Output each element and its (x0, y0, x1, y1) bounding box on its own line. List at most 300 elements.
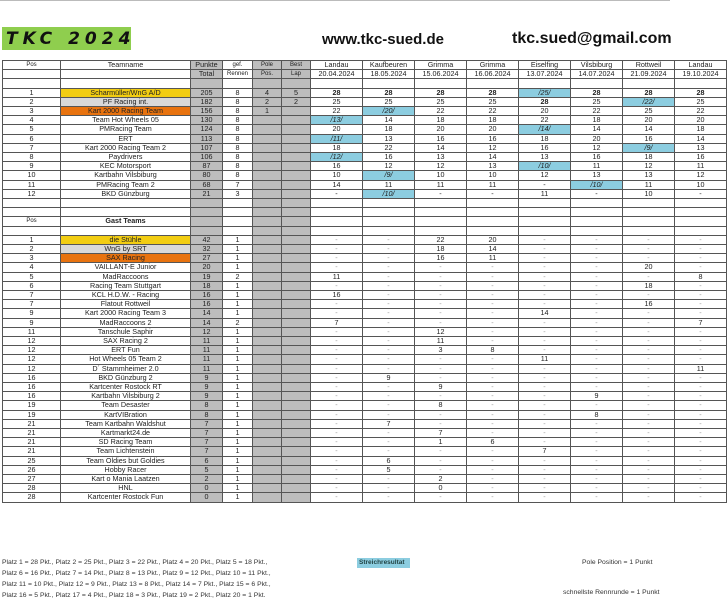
race-result: - (363, 447, 415, 456)
team-races-run: 1 (223, 465, 253, 474)
empty-cell (3, 199, 61, 208)
team-name: Team Kartbahn Waldshut (61, 419, 191, 428)
team-races-run: 1 (223, 254, 253, 263)
team-pos: 1 (3, 88, 61, 97)
race-result: - (363, 346, 415, 355)
team-pos: 21 (3, 429, 61, 438)
team-best-lap (282, 180, 311, 189)
race-result: - (675, 337, 727, 346)
race-result: - (363, 309, 415, 318)
team-name: die Stühle (61, 235, 191, 244)
race-result: - (467, 383, 519, 392)
race-result: /14/ (519, 125, 571, 134)
empty-cell (571, 226, 623, 235)
team-row (3, 88, 727, 97)
empty-cell (3, 208, 61, 217)
team-pole (253, 291, 282, 300)
col-best: Best (282, 61, 311, 70)
race-result: - (623, 410, 675, 419)
empty-cell (467, 199, 519, 208)
empty-cell (191, 217, 223, 226)
team-races-run: 1 (223, 337, 253, 346)
col-lap: Lap (282, 70, 311, 79)
team-pole (253, 162, 282, 171)
website-link[interactable]: www.tkc-sued.de (322, 31, 444, 48)
team-pos: 12 (3, 355, 61, 364)
race-result: - (623, 493, 675, 502)
race-date: 13.07.2024 (519, 70, 571, 79)
race-result: 12 (467, 143, 519, 152)
team-pos: 2 (3, 97, 61, 106)
team-name: Kartbahn Vilsbiburg 2 (61, 392, 191, 401)
race-result: 20 (415, 125, 467, 134)
team-best-lap (282, 300, 311, 309)
race-result: - (467, 263, 519, 272)
race-result: - (363, 300, 415, 309)
spacer-row (3, 79, 727, 88)
email-link[interactable]: tkc.sued@gmail.com (512, 30, 672, 47)
guest-team-row (3, 456, 727, 465)
race-result: - (467, 484, 519, 493)
empty-cell (61, 226, 191, 235)
team-pos: 6 (3, 134, 61, 143)
team-pos: 12 (3, 346, 61, 355)
team-pole (253, 171, 282, 180)
race-result: 20 (467, 235, 519, 244)
team-total: 7 (191, 429, 223, 438)
team-races-run: 7 (223, 180, 253, 189)
race-result: - (519, 364, 571, 373)
race-result: 20 (623, 263, 675, 272)
team-races-run: 8 (223, 153, 253, 162)
team-pos: 7 (3, 300, 61, 309)
empty-cell (311, 208, 363, 217)
race-result: - (363, 263, 415, 272)
team-best-lap (282, 291, 311, 300)
team-pos: 26 (3, 465, 61, 474)
team-pole (253, 447, 282, 456)
empty-cell (223, 79, 253, 88)
race-result: - (571, 383, 623, 392)
team-best-lap (282, 134, 311, 143)
race-result: /10/ (571, 180, 623, 189)
race-result: 2 (415, 475, 467, 484)
empty-cell (223, 199, 253, 208)
race-date: 15.06.2024 (415, 70, 467, 79)
race-result: - (675, 373, 727, 382)
race-result: - (675, 475, 727, 484)
race-result: 14 (415, 143, 467, 152)
empty-cell (675, 208, 727, 217)
race-result: 13 (623, 171, 675, 180)
team-pos: 9 (3, 162, 61, 171)
race-result: - (415, 456, 467, 465)
guest-team-row (3, 355, 727, 364)
race-result: - (363, 484, 415, 493)
team-races-run: 1 (223, 291, 253, 300)
race-result: 13 (467, 162, 519, 171)
team-best-lap (282, 281, 311, 290)
team-pos: 9 (3, 309, 61, 318)
header-row-2 (3, 70, 727, 79)
empty-cell (623, 199, 675, 208)
race-result: - (311, 300, 363, 309)
race-result: 12 (415, 327, 467, 336)
race-result: - (415, 291, 467, 300)
guest-team-row (3, 401, 727, 410)
race-result: 9 (363, 373, 415, 382)
race-result: 8 (467, 346, 519, 355)
team-pos: 11 (3, 180, 61, 189)
team-total: 6 (191, 456, 223, 465)
team-total: 11 (191, 364, 223, 373)
team-pos: 6 (3, 281, 61, 290)
race-result: /12/ (311, 153, 363, 162)
team-name: Kartmarkt24.de (61, 429, 191, 438)
race-result: - (623, 383, 675, 392)
team-pole (253, 373, 282, 382)
team-races-run: 8 (223, 125, 253, 134)
team-pole (253, 392, 282, 401)
race-result: 28 (415, 88, 467, 97)
col-pos: Pos (3, 61, 61, 70)
team-pole (253, 254, 282, 263)
team-races-run: 1 (223, 263, 253, 272)
team-name: Kart 2000 Racing Team (61, 107, 191, 116)
race-result: - (363, 235, 415, 244)
race-result: 8 (415, 401, 467, 410)
team-pole (253, 364, 282, 373)
team-best-lap (282, 153, 311, 162)
team-pos: 21 (3, 447, 61, 456)
team-pos: 7 (3, 143, 61, 152)
empty-cell (623, 217, 675, 226)
guest-team-row (3, 410, 727, 419)
race-result: 22 (415, 235, 467, 244)
empty-cell (571, 199, 623, 208)
race-place: Grimma (415, 61, 467, 70)
team-best-lap (282, 125, 311, 134)
race-result: 22 (415, 107, 467, 116)
race-result: - (519, 429, 571, 438)
race-result: - (311, 429, 363, 438)
empty-cell (623, 79, 675, 88)
team-name: PMRacing Team (61, 125, 191, 134)
points-scheme (2, 557, 271, 601)
race-result: - (311, 484, 363, 493)
race-result: - (415, 465, 467, 474)
team-total: 11 (191, 346, 223, 355)
team-name: SD Racing Team (61, 438, 191, 447)
race-result: - (467, 447, 519, 456)
empty-cell (282, 199, 311, 208)
race-result: - (311, 346, 363, 355)
empty-cell (415, 208, 467, 217)
race-result: /9/ (623, 143, 675, 152)
team-races-run: 1 (223, 419, 253, 428)
race-result: - (571, 318, 623, 327)
team-races-run: 8 (223, 97, 253, 106)
team-pole (253, 309, 282, 318)
race-result: - (519, 419, 571, 428)
race-result: - (363, 327, 415, 336)
team-best-lap (282, 447, 311, 456)
team-races-run: 1 (223, 235, 253, 244)
race-result: - (675, 263, 727, 272)
team-pole (253, 143, 282, 152)
team-total: 68 (191, 180, 223, 189)
race-result: - (467, 364, 519, 373)
team-races-run: 3 (223, 189, 253, 198)
empty-cell (519, 208, 571, 217)
race-result: 6 (363, 456, 415, 465)
team-name: Flatout Rottweil (61, 300, 191, 309)
race-result: - (311, 235, 363, 244)
race-result: - (519, 318, 571, 327)
race-result: - (467, 318, 519, 327)
team-name: Kart o Mania Laatzen (61, 475, 191, 484)
team-total: 130 (191, 116, 223, 125)
empty-cell (415, 217, 467, 226)
race-result: - (623, 475, 675, 484)
race-result: 14 (363, 116, 415, 125)
empty-cell (191, 208, 223, 217)
race-result: - (467, 189, 519, 198)
team-total: 11 (191, 355, 223, 364)
race-result: 1 (415, 438, 467, 447)
team-pos: 28 (3, 484, 61, 493)
race-result: - (675, 392, 727, 401)
empty-cell (363, 226, 415, 235)
race-result: - (623, 337, 675, 346)
race-result: - (311, 281, 363, 290)
team-pos: 4 (3, 116, 61, 125)
race-result: 7 (363, 419, 415, 428)
race-result: 28 (311, 88, 363, 97)
team-pos: 3 (3, 107, 61, 116)
race-result: - (415, 364, 467, 373)
team-pole (253, 245, 282, 254)
team-races-run: 8 (223, 116, 253, 125)
team-pos: 25 (3, 456, 61, 465)
race-result: 11 (415, 337, 467, 346)
race-result: 14 (571, 125, 623, 134)
race-result: 14 (311, 180, 363, 189)
race-result: - (311, 254, 363, 263)
race-result: - (363, 401, 415, 410)
team-best-lap (282, 254, 311, 263)
race-result: 25 (571, 97, 623, 106)
race-result: - (571, 429, 623, 438)
team-best-lap (282, 263, 311, 272)
team-pos: 3 (3, 254, 61, 263)
empty-cell (223, 226, 253, 235)
race-result: /11/ (311, 134, 363, 143)
race-result: - (467, 493, 519, 502)
team-total: 14 (191, 309, 223, 318)
race-result: - (467, 392, 519, 401)
team-races-run: 1 (223, 300, 253, 309)
race-result: - (363, 429, 415, 438)
race-result: - (623, 484, 675, 493)
race-result: - (415, 392, 467, 401)
team-name: SAX Racing 2 (61, 337, 191, 346)
race-result: 11 (467, 254, 519, 263)
race-result: - (467, 355, 519, 364)
race-result: - (623, 355, 675, 364)
team-best-lap: 2 (282, 97, 311, 106)
race-result: - (571, 327, 623, 336)
team-total: 80 (191, 171, 223, 180)
race-result: - (571, 447, 623, 456)
team-total: 7 (191, 438, 223, 447)
race-result: - (623, 447, 675, 456)
team-total: 107 (191, 143, 223, 152)
race-result: /9/ (363, 171, 415, 180)
team-name: PF Racing int. (61, 97, 191, 106)
team-pole (253, 346, 282, 355)
race-result: - (571, 337, 623, 346)
team-total: 12 (191, 327, 223, 336)
fastest-lap-rule: schnellste Rennrunde = 1 Punkt (563, 589, 660, 596)
team-pole (253, 410, 282, 419)
race-result: 13 (415, 153, 467, 162)
empty-cell (519, 217, 571, 226)
race-result: 18 (415, 116, 467, 125)
race-result: 25 (675, 97, 727, 106)
race-result: - (623, 327, 675, 336)
race-result: - (519, 327, 571, 336)
race-result: 16 (363, 153, 415, 162)
empty-cell (253, 226, 282, 235)
team-total: 20 (191, 263, 223, 272)
race-result: 18 (623, 281, 675, 290)
team-pole (253, 300, 282, 309)
team-row (3, 171, 727, 180)
team-best-lap (282, 419, 311, 428)
race-result: - (415, 410, 467, 419)
race-result: 16 (623, 300, 675, 309)
race-date: 18.05.2024 (363, 70, 415, 79)
team-pos: 16 (3, 392, 61, 401)
team-pole (253, 180, 282, 189)
race-result: - (623, 254, 675, 263)
team-name: ERT (61, 134, 191, 143)
team-pole (253, 438, 282, 447)
race-result: 7 (415, 429, 467, 438)
team-total: 14 (191, 318, 223, 327)
team-best-lap (282, 309, 311, 318)
race-result: - (623, 318, 675, 327)
team-name: KCL H.D.W. - Racing (61, 291, 191, 300)
race-result: - (311, 493, 363, 502)
race-result: /10/ (519, 162, 571, 171)
empty-cell (519, 199, 571, 208)
guest-team-row (3, 364, 727, 373)
team-name: D´ Stammheimer 2.0 (61, 364, 191, 373)
team-name: Team Lichtenstein (61, 447, 191, 456)
race-result: - (519, 410, 571, 419)
race-result: - (675, 447, 727, 456)
team-pos: 21 (3, 419, 61, 428)
team-pole (253, 116, 282, 125)
race-place: Kaufbeuren (363, 61, 415, 70)
race-result: 16 (571, 153, 623, 162)
race-place: Eiselfing (519, 61, 571, 70)
team-pole (253, 235, 282, 244)
race-result: - (363, 410, 415, 419)
race-result: - (623, 419, 675, 428)
points-line: Platz 16 = 5 Pkt., Platz 17 = 4 Pkt., Platz 18 = 3 Pkt., Platz 19 = 2 Pkt., Platz 20 = 1 Pkt. (2, 592, 266, 599)
empty-cell (675, 79, 727, 88)
team-pos: 27 (3, 475, 61, 484)
race-result: - (363, 281, 415, 290)
race-result: - (623, 392, 675, 401)
race-result: - (519, 475, 571, 484)
race-result: - (467, 429, 519, 438)
race-result: 8 (571, 410, 623, 419)
race-result: 28 (467, 88, 519, 97)
team-races-run: 1 (223, 245, 253, 254)
race-result: - (571, 438, 623, 447)
race-result: 12 (363, 162, 415, 171)
team-pos: 11 (3, 327, 61, 336)
race-result: 28 (519, 97, 571, 106)
race-result: - (363, 291, 415, 300)
race-result: - (519, 300, 571, 309)
team-races-run: 8 (223, 88, 253, 97)
team-pos: 4 (3, 263, 61, 272)
race-result: 16 (675, 153, 727, 162)
empty-cell (61, 70, 191, 79)
race-result: - (571, 373, 623, 382)
team-name: Hobby Racer (61, 465, 191, 474)
guest-team-row (3, 272, 727, 281)
race-result: - (311, 327, 363, 336)
race-result: - (675, 410, 727, 419)
team-races-run: 1 (223, 281, 253, 290)
empty-cell (223, 217, 253, 226)
col-gef: gef. (223, 61, 253, 70)
race-result: 12 (415, 162, 467, 171)
col-pole: Pole (253, 61, 282, 70)
empty-cell (623, 226, 675, 235)
team-races-run: 1 (223, 383, 253, 392)
team-total: 2 (191, 475, 223, 484)
race-result: - (519, 438, 571, 447)
team-total: 19 (191, 272, 223, 281)
team-name: VAILLANT-E Junior (61, 263, 191, 272)
race-result: 28 (675, 88, 727, 97)
team-races-run: 8 (223, 134, 253, 143)
race-result: - (415, 447, 467, 456)
race-result: 16 (311, 162, 363, 171)
race-result: - (571, 263, 623, 272)
empty-cell (571, 217, 623, 226)
empty-cell (519, 79, 571, 88)
race-result: - (363, 475, 415, 484)
team-races-run: 1 (223, 346, 253, 355)
race-result: - (519, 281, 571, 290)
race-result: - (571, 346, 623, 355)
race-result: - (311, 401, 363, 410)
race-result: - (311, 383, 363, 392)
team-total: 9 (191, 392, 223, 401)
team-pos: 16 (3, 383, 61, 392)
race-result: 13 (571, 171, 623, 180)
team-races-run: 8 (223, 171, 253, 180)
race-result: - (415, 263, 467, 272)
